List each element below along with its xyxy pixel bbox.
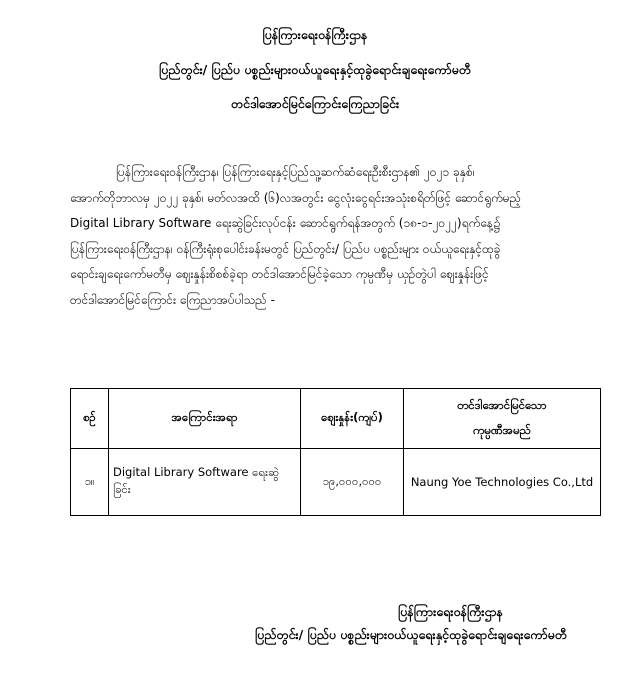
header-company [404,389,601,449]
body-line: ပြန်ကြားရေးဝန်ကြီးဌာန၊ ပြန်ကြားရေးနှင့်ပြည်သူ့ဆက်ဆံရေးဦးစီးဌာန၏ ၂၀၂၁ ခုနှစ်၊ [116,165,475,179]
signature-ministry: ပြန်ကြားရေးဝန်ကြီးဌာန [398,604,504,619]
header-company-line2: ကုမ္ပဏီအမည် [473,422,531,437]
committee-title: ပြည်တွင်း/ ပြည်ပ ပစ္စည်းများဝယ်ယူရေးနှင့်ထုခွဲရောင်းချရေးကော်မတီ [159,62,471,77]
body-line: ရောင်းချရေးကော်မတီမှ ဈေးနှုန်းစိစစ်ခဲ့ရာ တင်ဒါအောင်မြင်ခဲ့သော ကုမ္ပဏီမှ ယှဉ်တွဲပါ ဈေးနှုန်းဖြင့် [70,267,489,281]
body-line: Digital Library Software ရေးဆွဲခြင်းလုပ်ငန်း ဆောင်ရွက်ရန်အတွက် (၁၈-၁-၂၀၂၂)ရက်နေ့၌ [70,216,501,230]
cell-company: Naung Yoe Technologies Co.,Ltd [404,449,601,516]
table-header-row [71,389,601,449]
tender-result-table [70,388,601,516]
cell-price: ၁၉,၀၀၀,၀၀၀ [301,449,404,516]
body-line: ပြန်ကြားရေးဝန်ကြီးဌာန၊ ဝန်ကြီးရုံးစုပေါင်းခန်းမတွင် ပြည်တွင်း/ ပြည်ပ ပစ္စည်းများ ဝယ်ယူရေးနှင့်ထုခွဲ [70,241,501,256]
header-description: အကြောင်းအရာ [109,389,301,449]
table-row [71,449,601,516]
cell-no: ၁။ [71,449,109,516]
body-line: အောက်တိုဘာလမှ ၂၀၂၂ ခုနှစ်၊ မတ်လအထိ (၆)လအတွင်း ငွေလုံးငွေရင်းအသုံးစရိတ်ဖြင့် ဆောင်ရွက်မည့် [70,190,522,205]
ministry-title: ပြန်ကြားရေးဝန်ကြီးဌာန [262,27,368,42]
cell-description: Digital Library Software ရေးဆွဲခြင်း [109,449,301,516]
header-company-line1: တင်ဒါအောင်မြင်သော [457,397,547,412]
announcement-title: တင်ဒါအောင်မြင်ကြောင်းကြေညာခြင်း [230,96,400,111]
body-line: တင်ဒါအောင်မြင်ကြောင်း ကြေညာအပ်ပါသည် - [70,292,275,307]
signature-committee: ပြည်တွင်း/ ပြည်ပ ပစ္စည်းများဝယ်ယူရေးနှင့်ထုခွဲရောင်းချရေးကော်မတီ [255,627,567,642]
header-no: စဉ် [71,389,109,449]
header-price: ဈေးနှုန်း(ကျပ်) [301,389,404,449]
announcement-body [70,160,602,313]
